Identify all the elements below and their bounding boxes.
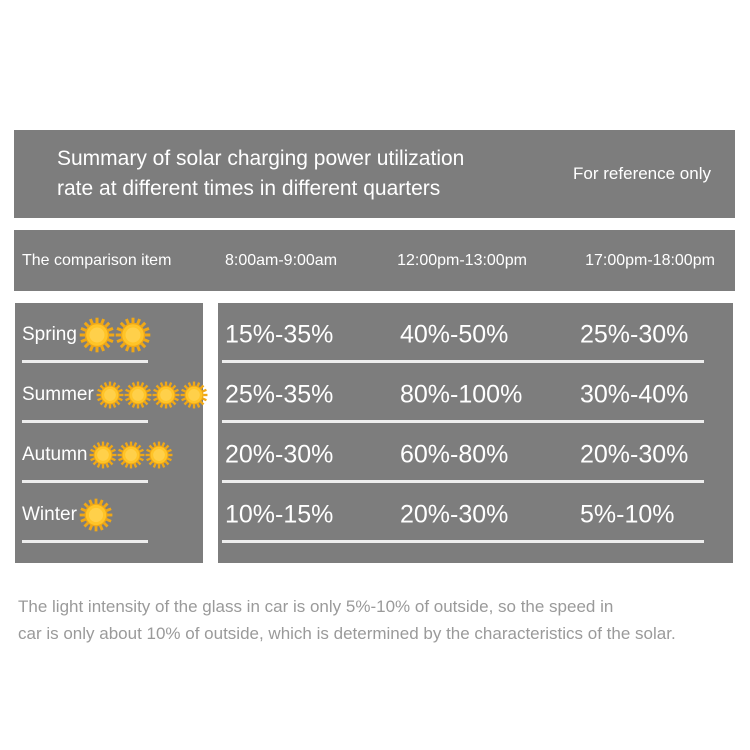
page-title bbox=[14, 144, 573, 204]
value-cell: 10%-15% bbox=[225, 500, 334, 529]
sun-icon bbox=[89, 441, 117, 469]
season-row-autumn bbox=[15, 423, 203, 483]
sun-icon bbox=[117, 441, 145, 469]
sun-icons bbox=[89, 441, 173, 469]
value-cell: 25%-30% bbox=[580, 320, 689, 349]
value-cell: 60%-80% bbox=[400, 440, 509, 469]
reference-note: For reference only bbox=[573, 164, 711, 183]
footer-line-2: car is only about 10% of outside, which is determined by the characteristics of the solar. bbox=[18, 624, 676, 643]
season-label: Summer bbox=[22, 384, 94, 405]
column-header-row bbox=[14, 230, 735, 291]
sun-icon bbox=[124, 381, 152, 409]
table-row-summer bbox=[218, 363, 733, 423]
value-cell: 40%-50% bbox=[400, 320, 509, 349]
value-cell: 20%-30% bbox=[400, 500, 509, 529]
season-panel bbox=[15, 303, 203, 563]
value-cell: 25%-35% bbox=[225, 380, 334, 409]
column-header-comparison-item: The comparison item bbox=[22, 251, 172, 269]
season-label: Spring bbox=[22, 324, 77, 345]
column-header-noon: 12:00pm-13:00pm bbox=[397, 251, 527, 269]
table-row-autumn bbox=[218, 423, 733, 483]
table-row-winter bbox=[218, 483, 733, 543]
sun-icon bbox=[152, 381, 180, 409]
season-row-summer bbox=[15, 363, 203, 423]
value-cell: 30%-40% bbox=[580, 380, 689, 409]
sun-icon bbox=[79, 498, 113, 532]
sun-icon bbox=[180, 381, 208, 409]
value-cell: 80%-100% bbox=[400, 380, 523, 409]
sun-icons bbox=[79, 317, 151, 353]
season-row-spring bbox=[15, 303, 203, 363]
value-cell: 20%-30% bbox=[580, 440, 689, 469]
page-title-line-2: rate at different times in different quarters bbox=[57, 177, 441, 200]
season-label: Winter bbox=[22, 504, 77, 525]
footer-note bbox=[18, 593, 718, 647]
value-cell: 20%-30% bbox=[225, 440, 334, 469]
value-cell: 15%-35% bbox=[225, 320, 334, 349]
sun-icon bbox=[115, 317, 151, 353]
sun-icon bbox=[96, 381, 124, 409]
value-cell: 5%-10% bbox=[580, 500, 675, 529]
sun-icon bbox=[145, 441, 173, 469]
title-band bbox=[14, 130, 735, 218]
footer-line-1: The light intensity of the glass in car is only 5%-10% of outside, so the speed in bbox=[18, 597, 614, 616]
season-label: Autumn bbox=[22, 444, 88, 465]
page-title-line-1: Summary of solar charging power utilization bbox=[57, 147, 465, 170]
sun-icons bbox=[96, 381, 208, 409]
column-header-morning: 8:00am-9:00am bbox=[224, 251, 338, 269]
table-row-spring bbox=[218, 303, 733, 363]
sun-icon bbox=[79, 317, 115, 353]
values-panel bbox=[218, 303, 733, 563]
sun-icons bbox=[79, 498, 113, 532]
season-row-winter bbox=[15, 483, 203, 543]
column-header-evening: 17:00pm-18:00pm bbox=[585, 251, 715, 269]
